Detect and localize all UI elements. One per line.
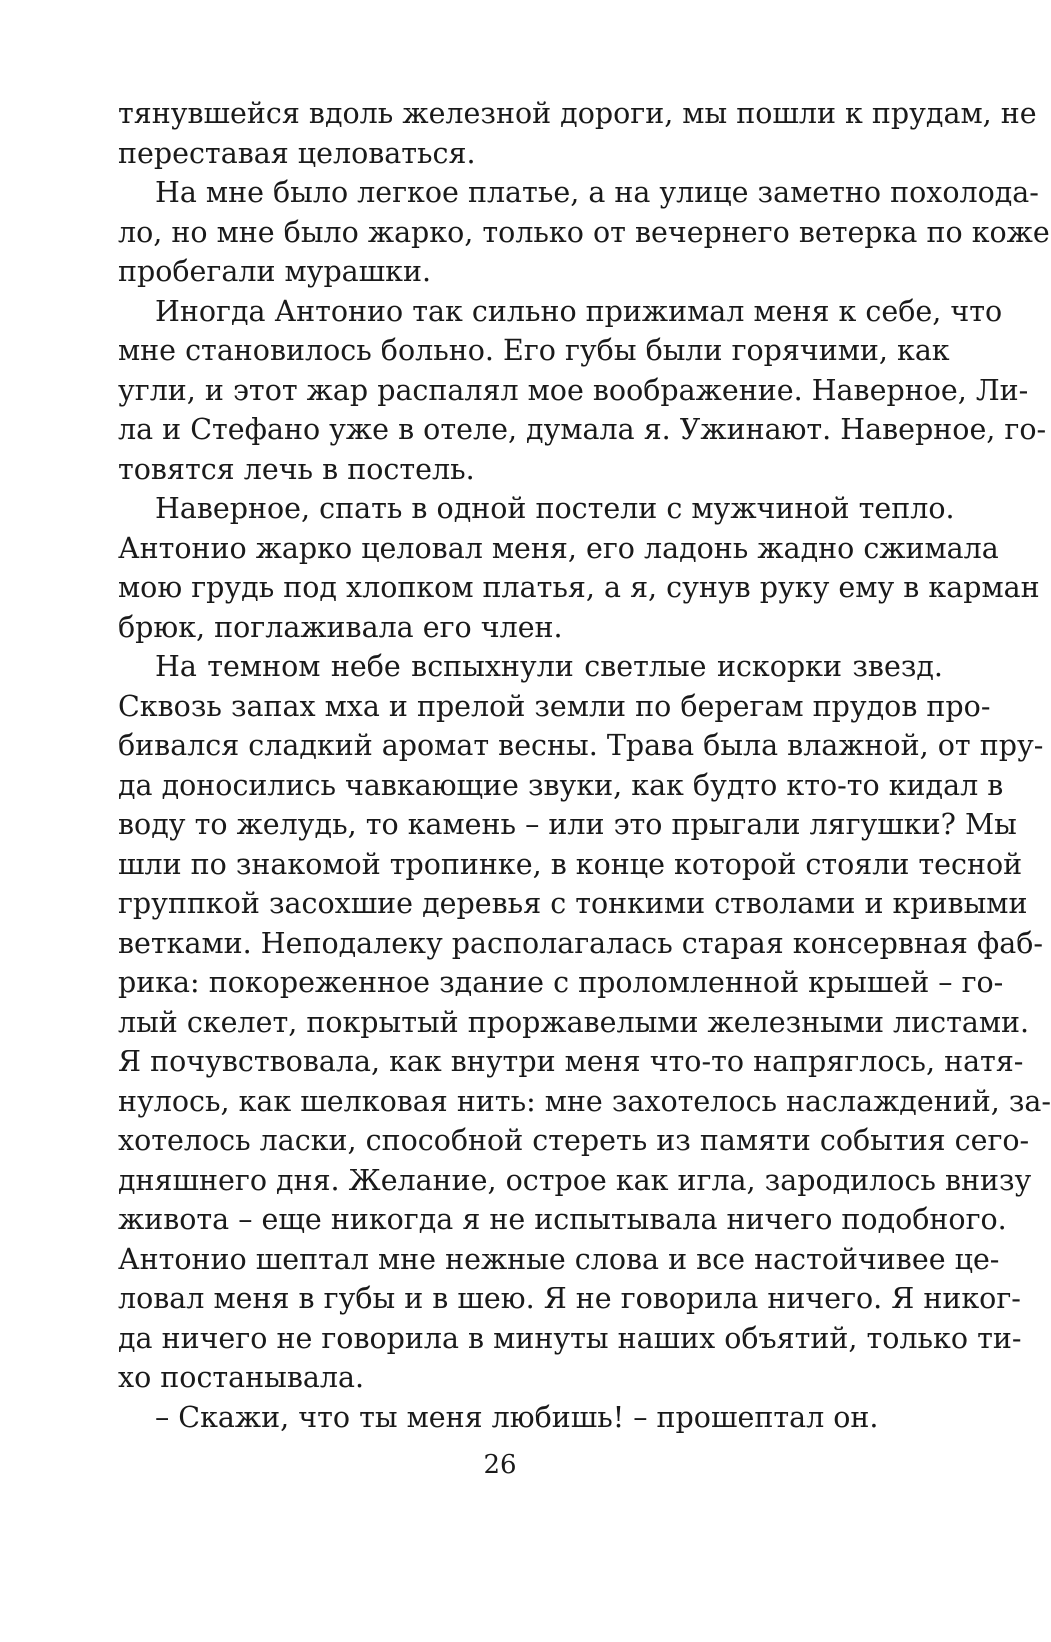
text-line: Я почувствовала, как внутри меня что-то напряглось, натя-	[118, 1045, 1024, 1078]
text-line: рика: покореженное здание с проломленной крышей – го-	[118, 966, 1004, 999]
text-line: бивался сладкий аромат весны. Трава была влажной, от пру-	[118, 729, 1044, 762]
text-line: да доносились чавкающие звуки, как будто кто-то кидал в	[118, 768, 1004, 802]
body-text	[118, 94, 1051, 1437]
text-line: шли по знакомой тропинке, в конце которой стояли тесной	[118, 847, 1023, 881]
text-line: Наверное, спать в одной постели с мужчиной тепло.	[155, 492, 955, 525]
text-line: переставая целоваться.	[118, 136, 476, 170]
text-line: мне становилось больно. Его губы были горячими, как	[118, 334, 950, 367]
text-line: ветками. Неподалеку располагалась старая консервная фаб-	[118, 926, 1043, 960]
text-line: дняшнего дня. Желание, острое как игла, зародилось внизу	[118, 1163, 1032, 1197]
text-line: – Скажи, что ты меня любишь! – прошептал он.	[155, 1400, 879, 1434]
text-line: воду то желудь, то камень – или это прыгали лягушки? Мы	[118, 808, 1017, 841]
text-line: угли, и этот жар распалял мое воображение. Наверное, Ли-	[118, 373, 1029, 407]
text-line: живота – еще никогда я не испытывала ничего подобного.	[118, 1203, 1007, 1236]
text-line: ла и Стефано уже в отеле, думала я. Ужинают. Наверное, го-	[118, 413, 1047, 446]
text-line: группкой засохшие деревья с тонкими стволами и кривыми	[118, 887, 1028, 920]
text-line: Сквозь запах мха и прелой земли по берегам прудов про-	[118, 689, 991, 723]
text-line: лый скелет, покрытый проржавелыми железными листами.	[118, 1005, 1030, 1039]
text-line: ло, но мне было жарко, только от вечернего ветерка по коже	[118, 215, 1050, 249]
text-line: товятся лечь в постель.	[118, 452, 475, 486]
text-line: Иногда Антонио так сильно прижимал меня к себе, что	[155, 294, 1003, 328]
text-line: мою грудь под хлопком платья, а я, сунув руку ему в карман	[118, 571, 1040, 604]
text-line: хо постанывала.	[118, 1361, 365, 1394]
page-number: 26	[483, 1450, 517, 1480]
text-line: хотелось ласки, способной стереть из памяти события сего-	[118, 1124, 1030, 1157]
text-line: Антонио жарко целовал меня, его ладонь жадно сжимала	[118, 531, 999, 565]
text-line: тянувшейся вдоль железной дороги, мы пошли к прудам, не	[118, 97, 1037, 130]
text-line: Антонио шептал мне нежные слова и все настойчивее це-	[118, 1242, 1000, 1276]
text-line: да ничего не говорила в минуты наших объятий, только ти-	[118, 1321, 1022, 1355]
text-line: нулось, как шелковая нить: мне захотелось наслаждений, за-	[118, 1084, 1051, 1118]
text-line: брюк, поглаживала его член.	[118, 610, 563, 644]
text-line: На мне было легкое платье, а на улице заметно похолода-	[155, 176, 1039, 209]
text-line: пробегали мурашки.	[118, 255, 432, 288]
text-line: ловал меня в губы и в шею. Я не говорила ничего. Я никог-	[118, 1282, 1021, 1315]
text-line: На темном небе вспыхнули светлые искорки звезд.	[155, 650, 943, 683]
